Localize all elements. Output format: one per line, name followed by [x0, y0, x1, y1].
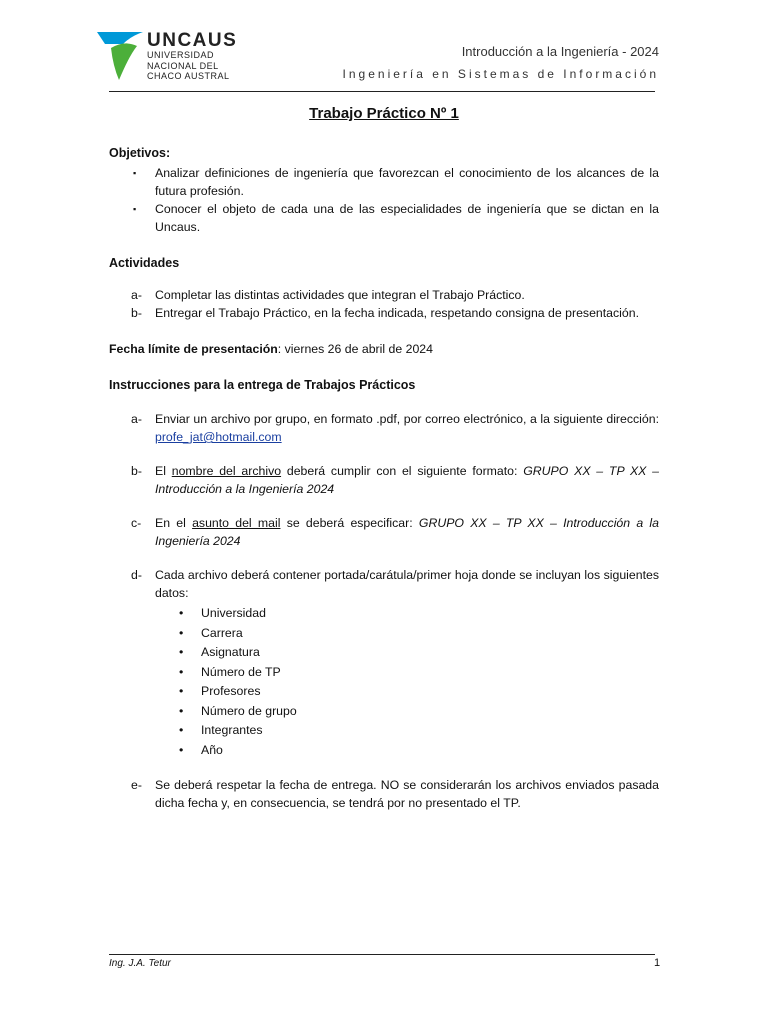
list-item: [109, 200, 659, 236]
square-bullet-icon: ▪: [133, 168, 137, 178]
actividades-heading: Actividades: [109, 256, 180, 270]
document-body: [109, 144, 659, 812]
list-item: [109, 682, 659, 702]
list-item: [109, 462, 659, 498]
bullet-icon: •: [179, 684, 184, 698]
page-number: 1: [654, 957, 661, 969]
instrucciones-heading: Instrucciones para la entrega de Trabajos Prácticos: [109, 378, 416, 392]
list-item: [109, 624, 659, 644]
list-item-text: Se deberá respetar la fecha de entrega. NO se considerarán los archivos enviados pasada dicha fecha y, en consecuencia, se tendrá por no presentado el TP.: [155, 778, 659, 810]
logo-subtitle: [147, 50, 230, 82]
list-item-text: Asignatura: [201, 645, 260, 659]
bullet-icon: •: [179, 645, 184, 659]
list-item-text: Número de TP: [201, 664, 281, 679]
list-item-text: El: [155, 464, 172, 478]
list-letter: e-: [131, 778, 142, 792]
square-bullet-icon: ▪: [133, 204, 137, 214]
footer-author: Ing. J.A. Tetur: [109, 958, 171, 969]
header-course: Introducción a la Ingeniería - 2024: [461, 44, 659, 59]
list-item: [109, 643, 659, 663]
list-letter: d-: [131, 568, 142, 582]
list-item: [109, 776, 659, 812]
datos-list: [109, 604, 659, 760]
list-item-text: Enviar un archivo por grupo, en formato .pdf, por correo electrónico, a la siguiente dirección:: [155, 412, 659, 426]
uncaus-logo: [97, 30, 247, 86]
bullet-icon: •: [179, 742, 184, 757]
list-item-text: deberá cumplir con el siguiente formato:: [281, 464, 524, 478]
bullet-icon: •: [179, 625, 184, 640]
list-item: [109, 741, 659, 761]
instrucciones-list: [109, 410, 659, 602]
list-item: [109, 721, 659, 741]
format-text: GRUPO XX – TP XX – Introducción a la Ingeniería 2024: [155, 464, 660, 496]
list-item: [109, 702, 659, 722]
list-item: [109, 566, 659, 602]
underlined-text: nombre del archivo: [171, 464, 282, 478]
list-item: [109, 663, 659, 683]
list-letter: c-: [131, 516, 142, 530]
list-item-text: Completar las distintas actividades que integran el Trabajo Práctico.: [155, 288, 525, 302]
list-item: [109, 286, 659, 304]
fecha-label: Fecha límite de presentación: [109, 342, 278, 356]
logo-subtitle-line: UNIVERSIDAD: [147, 50, 215, 60]
list-item-text: Conocer el objeto de cada una de las especialidades de ingeniería que se dictan en la Uncaus.: [155, 202, 659, 234]
list-letter: b-: [131, 306, 142, 320]
header-divider: [109, 91, 655, 92]
list-item-text: Integrantes: [201, 723, 263, 737]
list-item-text: Entregar el Trabajo Práctico, en la fecha indicada, respetando consigna de presentación.: [155, 306, 639, 320]
list-item-text: En el: [155, 516, 193, 530]
header-career: Ingeniería en Sistemas de Información: [342, 67, 659, 81]
objetivos-list: [109, 164, 659, 236]
list-letter: b-: [131, 464, 142, 478]
bullet-icon: •: [179, 723, 184, 737]
fecha-limite: [109, 340, 659, 358]
underlined-text: asunto del mail: [192, 516, 281, 530]
instrucciones-list-end: [109, 776, 659, 812]
list-item-text: Año: [201, 742, 223, 757]
logo-subtitle-line: NACIONAL DEL: [147, 60, 219, 71]
list-item-text: Analizar definiciones de ingeniería que favorezcan el conocimiento de los alcances de la futura profesión.: [155, 166, 659, 198]
list-item: [109, 514, 659, 550]
fecha-value: : viernes 26 de abril de 2024: [277, 342, 433, 356]
bullet-icon: •: [179, 664, 184, 679]
bullet-icon: •: [179, 703, 184, 718]
list-item-text: Profesores: [201, 684, 261, 698]
list-item: [109, 304, 659, 322]
list-item: [109, 164, 659, 200]
email-link[interactable]: profe_jat@hotmail.com: [155, 430, 282, 444]
list-letter: a-: [131, 412, 142, 426]
list-letter: a-: [131, 288, 142, 302]
actividades-list: [109, 286, 659, 322]
format-text: GRUPO XX – TP XX – Introducción a la Ingeniería 2024: [155, 516, 659, 548]
objetivos-heading: Objetivos:: [109, 146, 171, 160]
list-item: [109, 604, 659, 624]
uncaus-logo-icon: [97, 30, 145, 82]
bullet-icon: •: [179, 606, 184, 620]
logo-name: UNCAUS: [147, 30, 238, 51]
list-item-text: Número de grupo: [201, 703, 297, 718]
document-title: Trabajo Práctico Nº 1: [309, 105, 459, 122]
footer-divider: [109, 954, 655, 955]
list-item-text: Cada archivo deberá contener portada/carátula/primer hoja donde se incluyan los siguientes datos:: [155, 568, 659, 600]
logo-subtitle-line: CHACO AUSTRAL: [147, 71, 230, 81]
list-item-text: se deberá especificar:: [280, 516, 419, 530]
list-item-text: Universidad: [201, 606, 266, 620]
list-item-text: Carrera: [201, 625, 243, 640]
list-item: [109, 410, 659, 446]
